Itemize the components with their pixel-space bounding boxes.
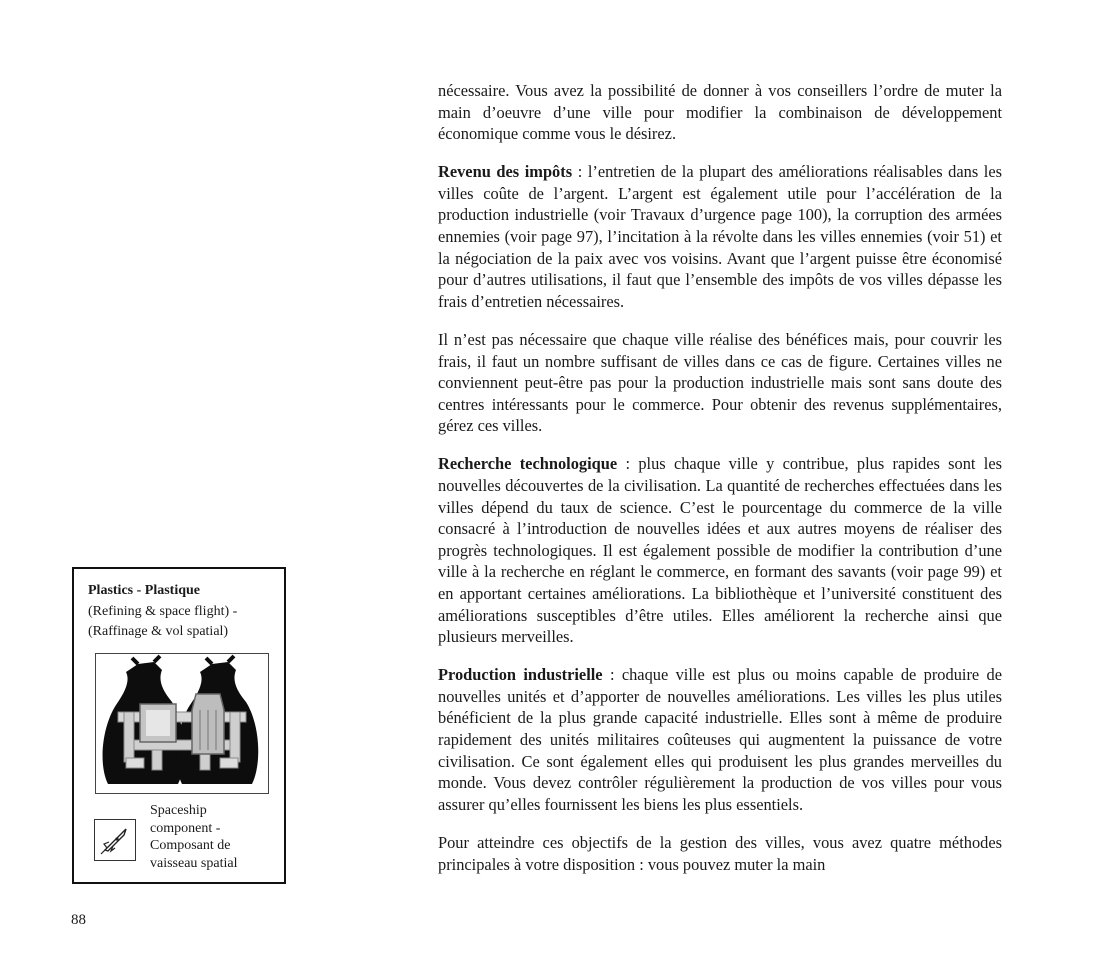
caption-line: Spaceship (150, 803, 207, 818)
sidebar-subtitle (88, 602, 280, 642)
paragraph-text: : plus chaque ville y contribue, plus rapides sont les nouvelles découvertes de la civilisation. La quantité de recherches effectuées dans les villes dépend du taux de science. C’est le pourcentage du commerce de la ville consacré à l’introduction de nouvelles idées et aux autres moyens de réaliser des progrès technologiques. Il est également possible de modifier la contribution d’une ville à la recherche en réglant le commerce, en formant des savants (voir page 99) et en apportant certaines améliorations. La bibliothèque et l’université constituent des améliorations susceptibles d’être utiles. Elles améliorent la recherche ainsi que plusieurs merveilles. (438, 454, 1002, 647)
technology-sidebar-box (72, 567, 286, 884)
paragraph-text: : l’entretien de la plupart des améliorations réalisables dans les villes coûte de l’argent. L’argent est également utile pour l’accélération de la production industrielle (voir Travaux d’urgence page 100), la corruption des armées ennemies (voir page 97), l’incitation à la révolte dans les villes ennemies (voir 51) et la négociation de la paix avec vos voisins. Avant que l’argent puisse être économisé pour d’autres utilisations, il faut que l’ensemble des impôts de vos villes dépasse les frais d’entretien nécessaires. (438, 162, 1003, 311)
caption-line: component - (150, 820, 221, 836)
section-heading: Recherche technologique (438, 454, 618, 474)
section-heading: Production industrielle (438, 665, 603, 685)
main-text-column (438, 80, 1002, 892)
rocket-icon (94, 819, 136, 861)
sidebar-caption (150, 802, 280, 872)
paragraph-text: Pour atteindre ces objectifs de la gestion des villes, vous avez quatre méthodes principales à votre disposition : vous pouvez muter la main (438, 832, 1002, 874)
paragraph-text: : chaque ville est plus ou moins capable de produire de nouvelles unités et d’apporter de nouvelles améliorations. Les villes les plus utiles bénéficient de la plus grande capacité industrielle. Elles sont à même de produire rapidement des unités militaires coûteuses qui augmentent la puissance de votre civilisation. Ce sont également elles qui produisent les plus grandes merveilles du monde. Vous devez contrôler régulièrement la production de vos villes pour vous assurer qu’elles fournissent les biens les plus essentiels. (438, 665, 1002, 814)
sidebar-title: Plastics - Plastique (88, 583, 200, 598)
plastic-bags-illustration (95, 653, 269, 794)
sidebar-subtitle-line: (Refining & space flight) - (88, 604, 238, 619)
paragraph-intro (438, 80, 1002, 145)
paragraph-methods (438, 832, 1002, 875)
paragraph-profits (438, 329, 1002, 437)
caption-line: vaisseau spatial (150, 855, 238, 871)
sidebar-subtitle-line: (Raffinage & vol spatial) (88, 624, 229, 639)
caption-line: Composant de (150, 838, 231, 853)
paragraph-research (438, 453, 1002, 647)
paragraph-text: nécessaire. Vous avez la possibilité de donner à vos conseillers l’ordre de muter la main d’oeuvre d’une ville pour modifier la combinaison de développement économique comme vous le désirez. (438, 81, 1002, 144)
paragraph-production (438, 664, 1002, 815)
section-heading: Revenu des impôts (438, 162, 573, 182)
page-number: 88 (71, 912, 86, 928)
paragraph-text: Il n’est pas nécessaire que chaque ville réalise des bénéfices mais, pour couvrir les frais, il faut un nombre suffisant de villes dans ce cas de figure. Certaines villes ne conviennent peut-être pas pour la production industrielle mais sont sans doute des centres intéressants pour le commerce. Pour obtenir des revenus supplémentaires, gérez ces villes. (438, 329, 1002, 436)
paragraph-tax-revenue (438, 161, 1002, 312)
